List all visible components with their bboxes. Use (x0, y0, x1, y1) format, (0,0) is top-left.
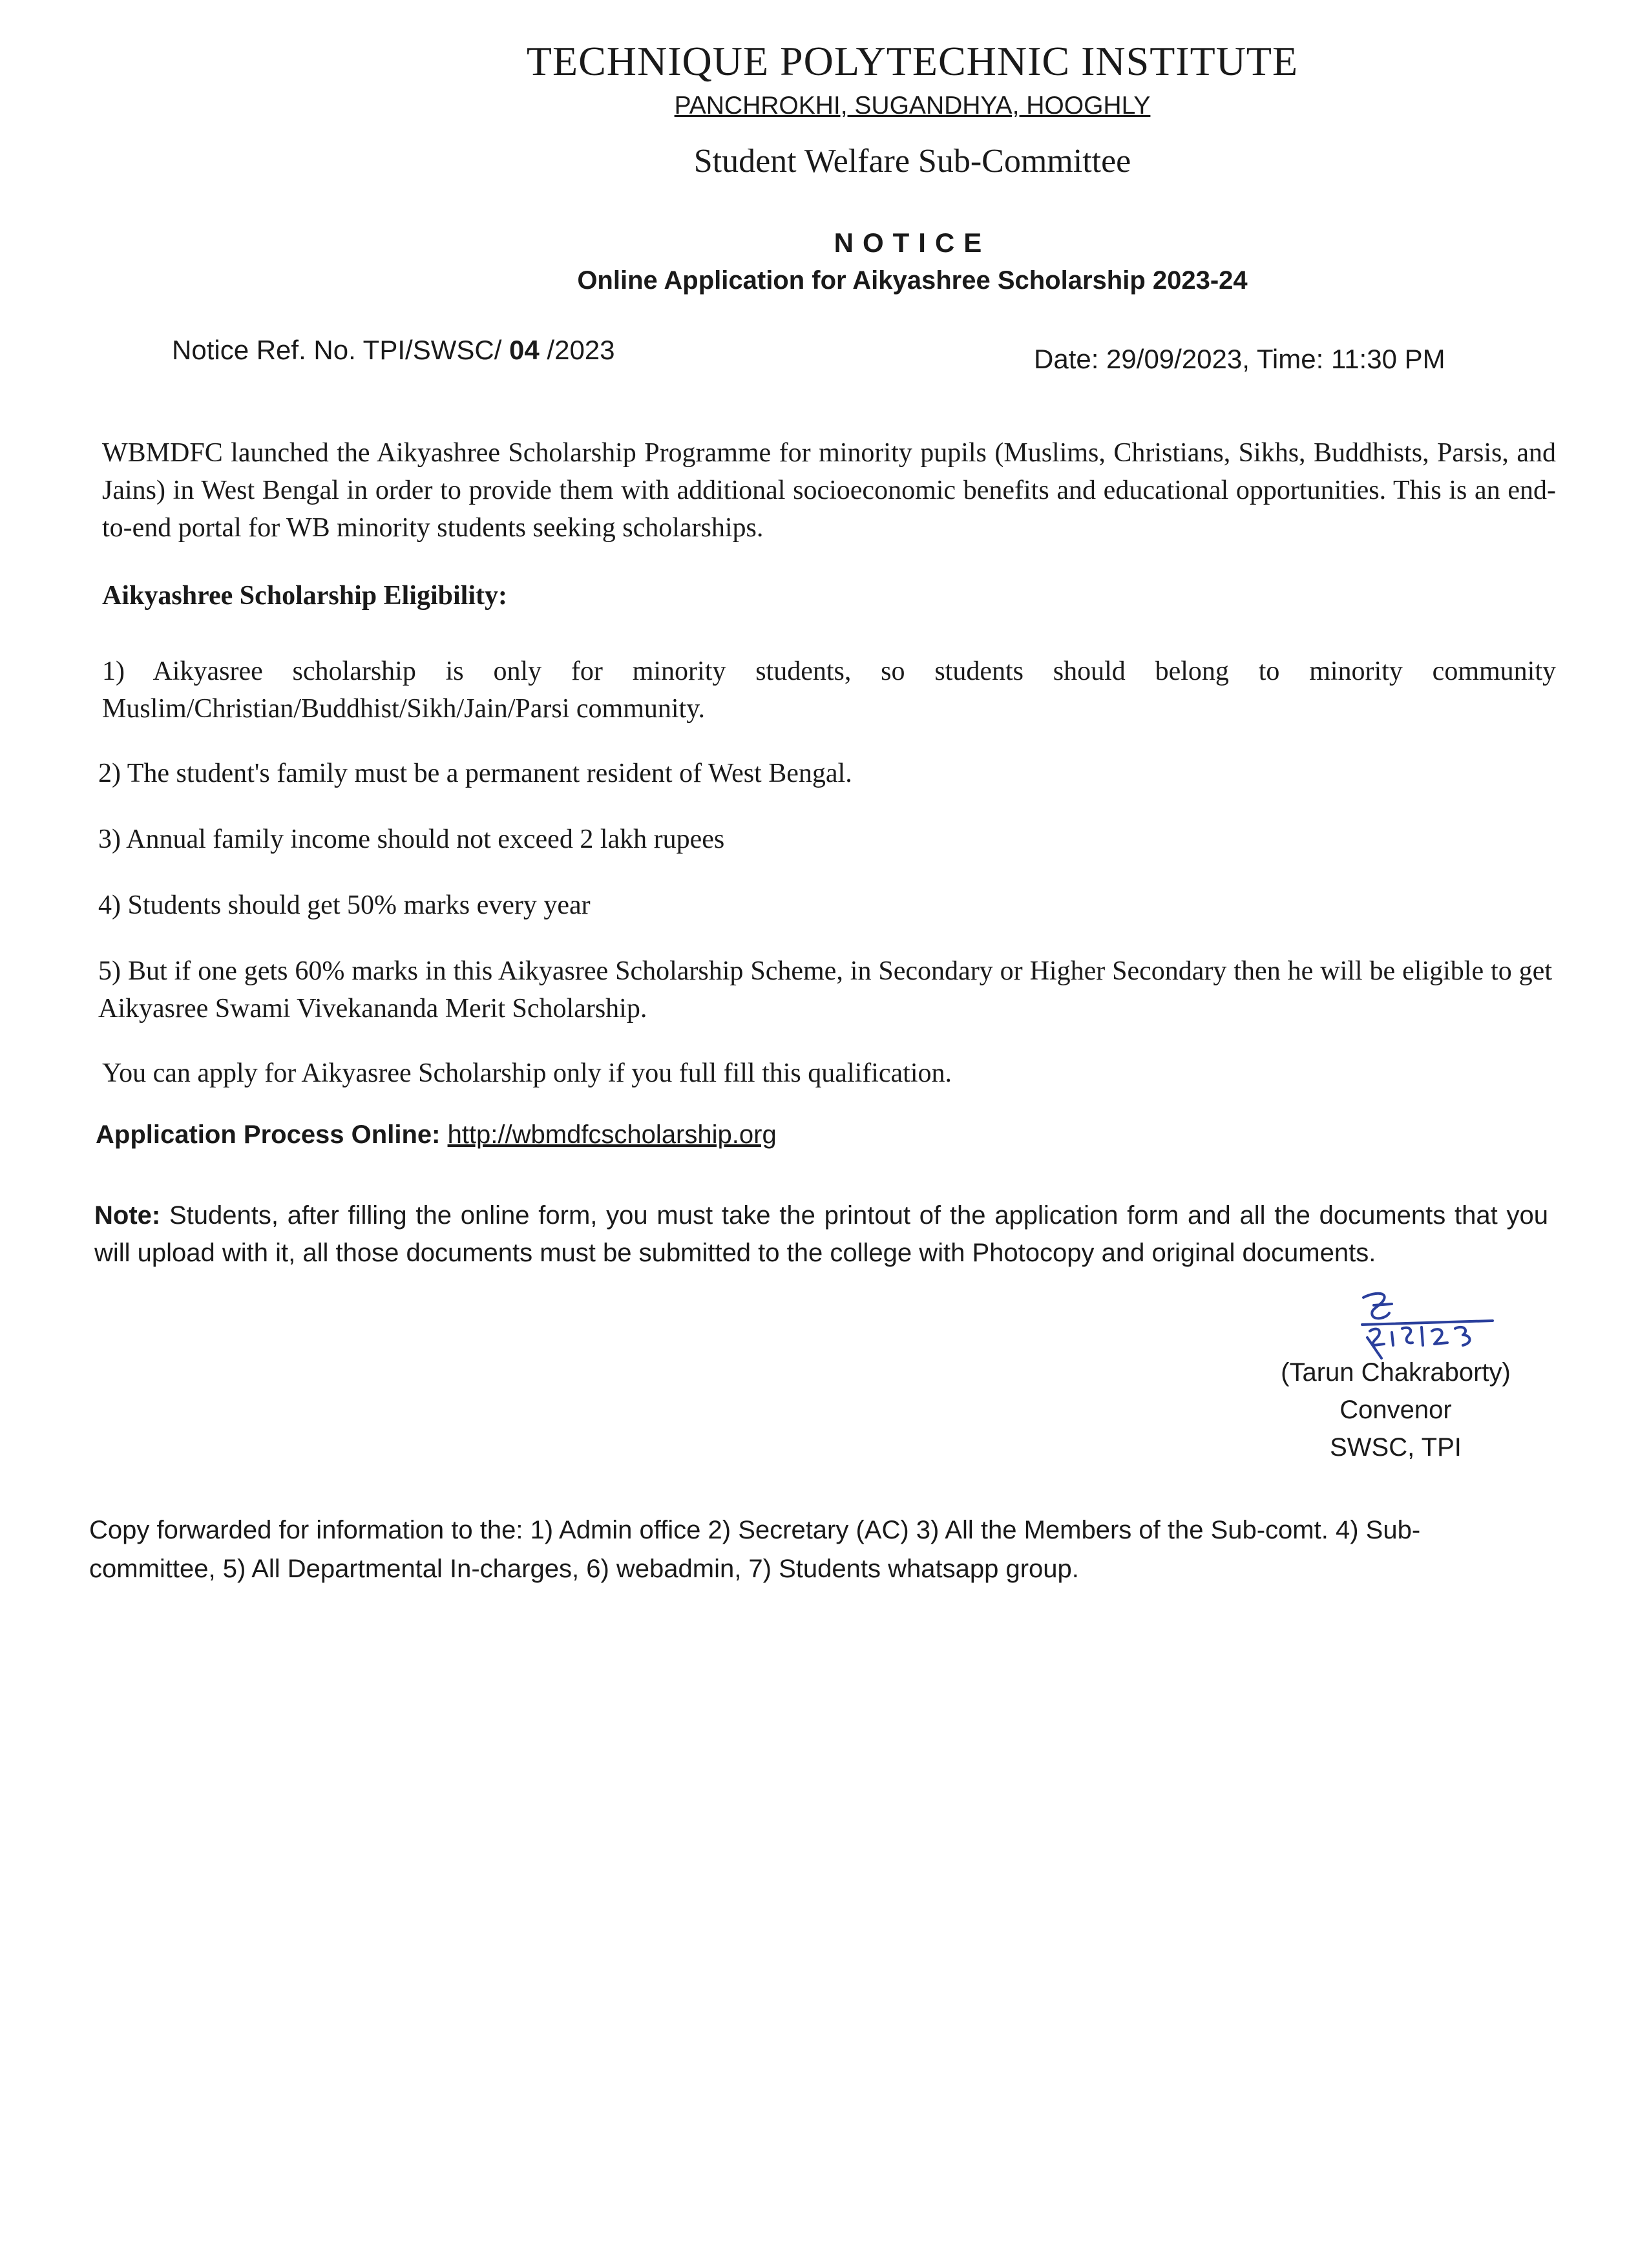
notice-heading: NOTICE (834, 227, 991, 258)
eligibility-heading: Aikyashree Scholarship Eligibility: (102, 581, 507, 611)
eligibility-item: 2) The student's family must be a permanent resident of West Bengal. (98, 759, 852, 788)
institute-address: PANCHROKHI, SUGANDHYA, HOOGHLY (674, 92, 1151, 120)
intro-paragraph: WBMDFC launched the Aikyashree Scholarship Programme for minority pupils (Muslims, Christians, Sikhs, Buddhists, Parsis, and Jains) in West Bengal in order to provide them with additional socioeconomic benefits and educational opportunities. This is an end-to-end portal for WB minority students seeking scholarships. (102, 438, 1556, 543)
eligibility-item: 4) Students should get 50% marks every year (98, 890, 591, 920)
handwritten-signature-icon (1344, 1286, 1512, 1363)
copy-forwarded: Copy forwarded for information to the: 1) Admin office 2) Secretary (AC) 3) All the Members of the Sub-comt. 4) Sub-committee, 5) All Departmental In-charges, 6) webadmin, 7) Students whatsapp group. (89, 1516, 1421, 1583)
committee-name: Student Welfare Sub-Committee (693, 143, 1131, 180)
eligibility-item: 5) But if one gets 60% marks in this Aikyasree Scholarship Scheme, in Secondary or Higher Secondary then he will be eligible to get Aikyasree Swami Vivekananda Merit Scholarship. (98, 956, 1552, 1024)
application-process (96, 1120, 777, 1150)
note-label: Note: (94, 1201, 161, 1230)
signatory-office: SWSC, TPI (1330, 1433, 1462, 1462)
institute-name: TECHNIQUE POLYTECHNIC INSTITUTE (526, 38, 1299, 84)
qualification-line: You can apply for Aikyasree Scholarship only if you full fill this qualification. (102, 1058, 952, 1088)
signatory-name: (Tarun Chakraborty) (1281, 1358, 1511, 1387)
note-paragraph (94, 1197, 1548, 1272)
notice-date-time: Date: 29/09/2023, Time: 11:30 PM (1034, 344, 1445, 374)
application-url-link[interactable]: http://wbmdfcscholarship.org (447, 1120, 777, 1149)
eligibility-item: 1) Aikyasree scholarship is only for minority students, so students should belong to minority community Muslim/Christian/Buddhist/Sikh/Jain/Parsi community. (102, 656, 1556, 724)
notice-subject: Online Application for Aikyashree Scholarship 2023-24 (577, 266, 1248, 295)
signature (1344, 1286, 1512, 1363)
note-text: Students, after filling the online form, you must take the printout of the application form and all the documents that you will upload with it, all those documents must be submitted to the college with Photocopy and original documents. (94, 1201, 1548, 1267)
signatory-designation: Convenor (1339, 1396, 1452, 1424)
reference-prefix: Notice Ref. No. TPI/SWSC/ (172, 335, 510, 365)
eligibility-item: 3) Annual family income should not exceed 2 lakh rupees (98, 824, 725, 854)
reference-suffix: /2023 (539, 335, 615, 365)
signatory-block (1266, 1354, 1525, 1466)
notice-reference (172, 335, 615, 366)
application-process-label: Application Process Online: (96, 1120, 441, 1149)
reference-number: 04 (509, 335, 540, 365)
